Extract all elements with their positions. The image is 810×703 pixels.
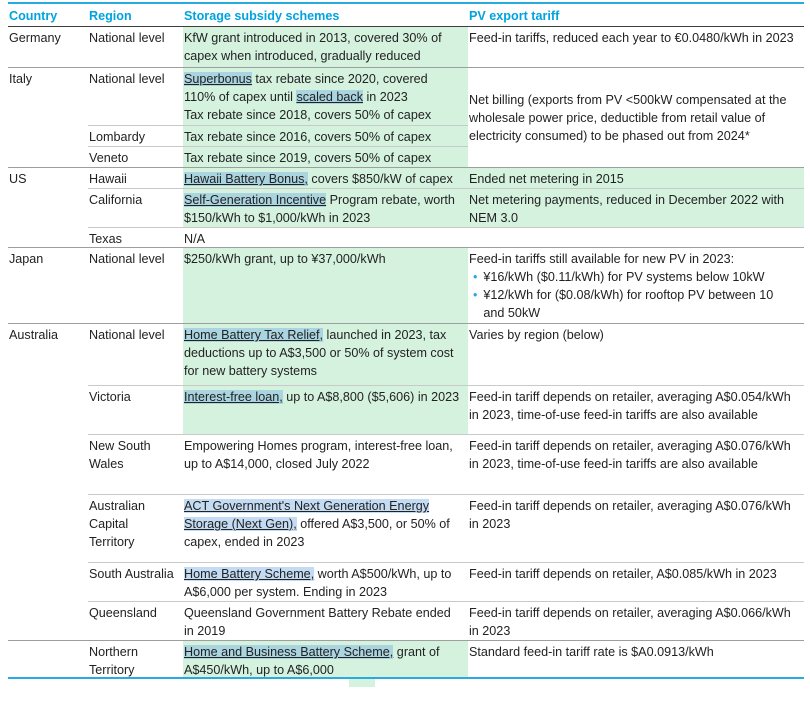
country-us bbox=[8, 167, 88, 247]
storage-text: tax rebate since 2020, covered 110% of capex until bbox=[184, 72, 428, 104]
link-home-battery-scheme[interactable]: Home Battery Scheme, bbox=[184, 567, 315, 581]
pv-text: Net metering payments, reduced in December 2022 with NEM 3.0 bbox=[469, 193, 785, 225]
region-label: Australian Capital Territory bbox=[89, 499, 146, 549]
storage-text: Empowering Homes program, interest-free loan, up to A$14,000, closed July 2022 bbox=[184, 439, 453, 471]
link-home-battery-tax-relief[interactable]: Home Battery Tax Relief, bbox=[184, 328, 324, 342]
storage-text: launched in 2023, tax deductions up to A$3,500 or 50% of system cost for new battery systems bbox=[184, 328, 454, 378]
country-australia bbox=[8, 323, 88, 640]
storage-text-line2: Tax rebate since 2018, covers 50% of capex bbox=[184, 107, 432, 122]
link-home-and-business-battery-scheme[interactable]: Home and Business Battery Scheme, bbox=[184, 645, 394, 659]
bullet-icon: • bbox=[473, 287, 478, 302]
storage-text: worth A$500/kWh, up to A$6,000 per system. Ending in 2023 bbox=[184, 567, 452, 599]
storage-text: Queensland Government Battery Rebate ended in 2019 bbox=[184, 606, 451, 638]
storage-text: grant of A$450/kWh, up to A$6,000 bbox=[184, 645, 440, 677]
storage-text: KfW grant introduced in 2013, covered 30% of capex when introduced, gradually reduced bbox=[184, 31, 442, 63]
region-queensland bbox=[88, 601, 183, 640]
pv-text: Feed-in tariffs, reduced each year to €0.0480/kWh in 2023 bbox=[469, 31, 794, 45]
region-label: California bbox=[89, 193, 143, 207]
pv-northern-territory bbox=[468, 640, 804, 677]
region-label: Hawaii bbox=[89, 172, 127, 186]
pv-new-south-wales bbox=[468, 434, 804, 494]
pv-text: Net billing (exports from PV <500kW compensated at the wholesale power price, deductible from retail value of electricity consumed) to be phased out from 2024* bbox=[469, 93, 787, 143]
country-italy bbox=[8, 67, 88, 167]
green-artifact-mark bbox=[349, 679, 375, 687]
pv-germany bbox=[468, 27, 804, 67]
region-label: National level bbox=[89, 328, 165, 342]
storage-new-south-wales bbox=[183, 434, 468, 494]
country-germany bbox=[8, 27, 88, 67]
col-header-region-label: Region bbox=[89, 9, 132, 23]
pv-california bbox=[468, 188, 804, 227]
storage-hawaii bbox=[183, 167, 468, 188]
storage-lombardy bbox=[183, 125, 468, 146]
pv-queensland bbox=[468, 601, 804, 640]
link-scaled-back[interactable]: scaled back bbox=[296, 89, 363, 104]
pv-text: Feed-in tariff depends on retailer, averaging A$0.066/kWh in 2023 bbox=[469, 606, 791, 638]
pv-intro: Feed-in tariffs still available for new PV in 2023: bbox=[469, 252, 735, 266]
country-australia-spacer bbox=[8, 640, 88, 677]
region-label: National level bbox=[89, 31, 165, 45]
table-grid bbox=[8, 2, 804, 679]
region-japan-national bbox=[88, 247, 183, 323]
storage-text: offered A$3,500, or 50% of capex, ended in 2023 bbox=[184, 516, 450, 549]
pv-text: Feed-in tariff depends on retailer, averaging A$0.076/kWh in 2023 bbox=[469, 499, 791, 531]
pv-australia-national bbox=[468, 323, 804, 385]
col-header-storage-label: Storage subsidy schemes bbox=[184, 9, 340, 23]
link-hawaii-battery-bonus[interactable]: Hawaii Battery Bonus, bbox=[184, 172, 308, 186]
country-japan bbox=[8, 247, 88, 323]
col-header-country-label: Country bbox=[9, 9, 58, 23]
col-header-pv bbox=[468, 4, 804, 27]
pv-bullet-item bbox=[469, 269, 796, 287]
region-veneto bbox=[88, 146, 183, 167]
country-label: Italy bbox=[9, 72, 33, 86]
storage-victoria bbox=[183, 385, 468, 434]
pv-text: Ended net metering in 2015 bbox=[469, 172, 624, 186]
pv-text: Feed-in tariff depends on retailer, A$0.085/kWh in 2023 bbox=[469, 567, 777, 581]
storage-veneto bbox=[183, 146, 468, 167]
storage-text: in 2023 bbox=[363, 89, 408, 104]
storage-germany bbox=[183, 27, 468, 67]
pv-bullet-item bbox=[469, 287, 796, 323]
pv-text: Feed-in tariff depends on retailer, averaging A$0.054/kWh in 2023, time-of-use feed-in tariffs are also available bbox=[469, 390, 791, 422]
region-california bbox=[88, 188, 183, 227]
region-victoria bbox=[88, 385, 183, 434]
subsidy-tariff-table bbox=[8, 2, 804, 679]
region-germany-national bbox=[88, 27, 183, 67]
storage-text: covers $850/kW of capex bbox=[307, 172, 453, 186]
region-new-south-wales bbox=[88, 434, 183, 494]
pv-bullet-text: ¥16/kWh ($0.11/kWh) for PV systems below 10kW bbox=[483, 269, 765, 284]
region-label: South Australia bbox=[89, 567, 174, 581]
region-label: National level bbox=[89, 72, 165, 86]
storage-queensland bbox=[183, 601, 468, 640]
col-header-country bbox=[8, 4, 88, 27]
link-act-next-gen-storage[interactable]: ACT Government's Next Generation Energy Storage (Next Gen), bbox=[184, 499, 430, 531]
region-label: Veneto bbox=[89, 151, 129, 165]
pv-japan bbox=[468, 247, 804, 323]
storage-japan bbox=[183, 247, 468, 323]
pv-text: Varies by region (below) bbox=[469, 328, 604, 342]
region-south-australia bbox=[88, 562, 183, 601]
region-australia-national bbox=[88, 323, 183, 385]
pv-act bbox=[468, 494, 804, 562]
storage-text: up to A$8,800 ($5,606) in 2023 bbox=[282, 390, 460, 404]
pv-south-australia bbox=[468, 562, 804, 601]
country-label: Japan bbox=[9, 252, 44, 266]
link-interest-free-loan[interactable]: Interest-free loan, bbox=[184, 390, 283, 404]
country-label: Germany bbox=[9, 31, 61, 45]
storage-italy-national bbox=[183, 67, 468, 125]
storage-text: Tax rebate since 2016, covers 50% of capex bbox=[184, 130, 432, 144]
region-act bbox=[88, 494, 183, 562]
region-lombardy bbox=[88, 125, 183, 146]
storage-text: Program rebate, worth $150/kWh to $1,000/kWh in 2023 bbox=[184, 193, 455, 225]
region-label: New South Wales bbox=[89, 439, 151, 471]
link-superbonus[interactable]: Superbonus bbox=[184, 72, 252, 86]
storage-act bbox=[183, 494, 468, 562]
storage-australia-national bbox=[183, 323, 468, 385]
region-texas bbox=[88, 227, 183, 247]
storage-text: Tax rebate since 2019, covers 50% of capex bbox=[184, 151, 432, 165]
pv-italy bbox=[468, 67, 804, 167]
link-self-generation-incentive[interactable]: Self-Generation Incentive bbox=[184, 193, 327, 207]
col-header-region bbox=[88, 4, 183, 27]
pv-victoria bbox=[468, 385, 804, 434]
region-label: Lombardy bbox=[89, 130, 146, 144]
region-label: Texas bbox=[89, 232, 122, 246]
storage-texas bbox=[183, 227, 468, 247]
pv-bullet-list bbox=[469, 269, 796, 323]
storage-text: N/A bbox=[184, 232, 205, 246]
region-hawaii bbox=[88, 167, 183, 188]
pv-text: Feed-in tariff depends on retailer, averaging A$0.076/kWh in 2023, time-of-use feed-in tariffs are also available bbox=[469, 439, 791, 471]
region-label: Queensland bbox=[89, 606, 157, 620]
region-label: National level bbox=[89, 252, 165, 266]
pv-texas bbox=[468, 227, 804, 247]
region-italy-national bbox=[88, 67, 183, 125]
country-label: Australia bbox=[9, 328, 58, 342]
col-header-pv-label: PV export tariff bbox=[469, 9, 560, 23]
region-northern-territory bbox=[88, 640, 183, 677]
col-header-storage bbox=[183, 4, 468, 27]
storage-south-australia bbox=[183, 562, 468, 601]
pv-text: Standard feed-in tariff rate is $A0.0913/kWh bbox=[469, 645, 714, 659]
pv-hawaii bbox=[468, 167, 804, 188]
storage-text: $250/kWh grant, up to ¥37,000/kWh bbox=[184, 252, 386, 266]
pv-bullet-text: ¥12/kWh for ($0.08/kWh) for rooftop PV between 10 and 50kW bbox=[483, 287, 774, 320]
storage-northern-territory bbox=[183, 640, 468, 677]
region-label: Victoria bbox=[89, 390, 131, 404]
region-label: Northern Territory bbox=[89, 645, 138, 677]
country-label: US bbox=[9, 172, 27, 186]
bullet-icon: • bbox=[473, 269, 478, 284]
storage-california bbox=[183, 188, 468, 227]
